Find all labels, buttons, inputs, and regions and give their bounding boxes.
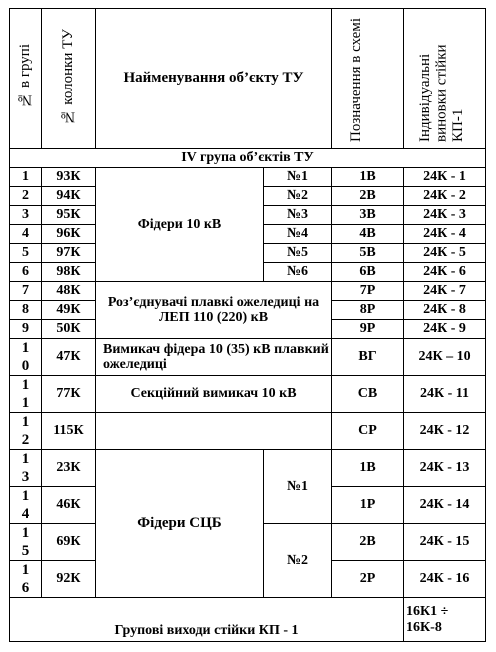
row-no: 5 bbox=[10, 244, 42, 263]
row-column: 96К bbox=[42, 225, 96, 244]
row-column: 77К bbox=[42, 376, 96, 413]
name-sectional-breaker: Секційний вимикач 10 кВ bbox=[96, 376, 332, 413]
row-output: 24К - 6 bbox=[404, 263, 486, 282]
name-scb-sub1: №1 bbox=[264, 450, 332, 524]
row-column: 46К bbox=[42, 487, 96, 524]
row-no: 8 bbox=[10, 301, 42, 320]
row-column: 98К bbox=[42, 263, 96, 282]
row-no: 12 bbox=[10, 413, 42, 450]
row-scheme: 1Р bbox=[332, 487, 404, 524]
row-scheme: 1В bbox=[332, 450, 404, 487]
row-column: 47К bbox=[42, 339, 96, 376]
row-output: 24К - 16 bbox=[404, 561, 486, 598]
row-output: 24К - 12 bbox=[404, 413, 486, 450]
row-sub: №6 bbox=[264, 263, 332, 282]
table-row bbox=[10, 376, 486, 413]
name-scb-sub2: №2 bbox=[264, 524, 332, 598]
row-output: 24К - 7 bbox=[404, 282, 486, 301]
row-no: 1 bbox=[10, 168, 42, 187]
header-scheme-label: Позначення в схемі bbox=[332, 9, 404, 149]
row-scheme: 3В bbox=[332, 206, 404, 225]
row-column: 92К bbox=[42, 561, 96, 598]
row-output: 24К - 4 bbox=[404, 225, 486, 244]
row-output: 24К - 11 bbox=[404, 376, 486, 413]
name-empty bbox=[96, 413, 332, 450]
name-breaker-feeder: Вимикач фідера 10 (35) кВ плавкий ожеледиці bbox=[96, 339, 332, 376]
row-scheme: 2Р bbox=[332, 561, 404, 598]
table-row bbox=[10, 413, 486, 450]
footer-row bbox=[10, 598, 486, 642]
row-scheme: 7Р bbox=[332, 282, 404, 301]
row-no: 16 bbox=[10, 561, 42, 598]
row-no: 10 bbox=[10, 339, 42, 376]
row-column: 50К bbox=[42, 320, 96, 339]
row-sub: №1 bbox=[264, 168, 332, 187]
name-disconnect-fuses: Роз’єднувачі плавкі ожеледиці на ЛЕП 110 (220) кВ bbox=[96, 282, 332, 339]
row-no: 13 bbox=[10, 450, 42, 487]
header-row bbox=[10, 9, 486, 149]
row-scheme: ВГ bbox=[332, 339, 404, 376]
row-scheme: СР bbox=[332, 413, 404, 450]
row-output: 24К – 10 bbox=[404, 339, 486, 376]
row-scheme: 1В bbox=[332, 168, 404, 187]
header-object-name: Найменування об’єкту ТУ bbox=[96, 9, 332, 149]
row-sub: №4 bbox=[264, 225, 332, 244]
row-output: 24К - 8 bbox=[404, 301, 486, 320]
row-column: 69К bbox=[42, 524, 96, 561]
document-table-wrapper bbox=[9, 8, 486, 642]
row-scheme: 2В bbox=[332, 524, 404, 561]
row-no: 3 bbox=[10, 206, 42, 225]
row-output: 24К - 9 bbox=[404, 320, 486, 339]
row-column: 115К bbox=[42, 413, 96, 450]
row-output: 24К - 1 bbox=[404, 168, 486, 187]
row-column: 93К bbox=[42, 168, 96, 187]
row-output: 24К - 14 bbox=[404, 487, 486, 524]
row-scheme: 9Р bbox=[332, 320, 404, 339]
name-feeders-10kv: Фідери 10 кВ bbox=[96, 168, 264, 282]
name-feeders-scb: Фідери СЦБ bbox=[96, 450, 264, 598]
row-no: 7 bbox=[10, 282, 42, 301]
table-row bbox=[10, 339, 486, 376]
row-no: 11 bbox=[10, 376, 42, 413]
table-row bbox=[10, 282, 486, 301]
row-sub: №5 bbox=[264, 244, 332, 263]
row-column: 23К bbox=[42, 450, 96, 487]
row-sub: №2 bbox=[264, 187, 332, 206]
header-column-no: № колонки ТУ bbox=[42, 9, 96, 149]
row-output: 24К - 3 bbox=[404, 206, 486, 225]
table-row bbox=[10, 168, 486, 187]
row-column: 94К bbox=[42, 187, 96, 206]
row-no: 6 bbox=[10, 263, 42, 282]
header-group-no: № в групі bbox=[10, 9, 42, 149]
row-scheme: 6В bbox=[332, 263, 404, 282]
table-row bbox=[10, 450, 486, 487]
row-no: 15 bbox=[10, 524, 42, 561]
row-column: 97К bbox=[42, 244, 96, 263]
row-output: 24К - 13 bbox=[404, 450, 486, 487]
row-scheme: 2В bbox=[332, 187, 404, 206]
row-output: 24К - 2 bbox=[404, 187, 486, 206]
row-column: 48К bbox=[42, 282, 96, 301]
footer-value: 16К1 ÷ 16К-8 bbox=[404, 598, 486, 642]
tu-objects-table bbox=[9, 8, 486, 642]
row-sub: №3 bbox=[264, 206, 332, 225]
group-title: IV група об’єктів ТУ bbox=[10, 149, 486, 168]
row-column: 49К bbox=[42, 301, 96, 320]
row-scheme: 4В bbox=[332, 225, 404, 244]
row-no: 9 bbox=[10, 320, 42, 339]
row-output: 24К - 15 bbox=[404, 524, 486, 561]
row-scheme: 5В bbox=[332, 244, 404, 263]
row-scheme: СВ bbox=[332, 376, 404, 413]
row-no: 14 bbox=[10, 487, 42, 524]
header-outputs: Індивідуальні виновки стійки КП-1 bbox=[404, 9, 486, 149]
row-no: 2 bbox=[10, 187, 42, 206]
row-no: 4 bbox=[10, 225, 42, 244]
group-title-row bbox=[10, 149, 486, 168]
row-scheme: 8Р bbox=[332, 301, 404, 320]
footer-label: Групові виходи стійки КП - 1 bbox=[10, 598, 404, 642]
row-column: 95К bbox=[42, 206, 96, 225]
row-output: 24К - 5 bbox=[404, 244, 486, 263]
